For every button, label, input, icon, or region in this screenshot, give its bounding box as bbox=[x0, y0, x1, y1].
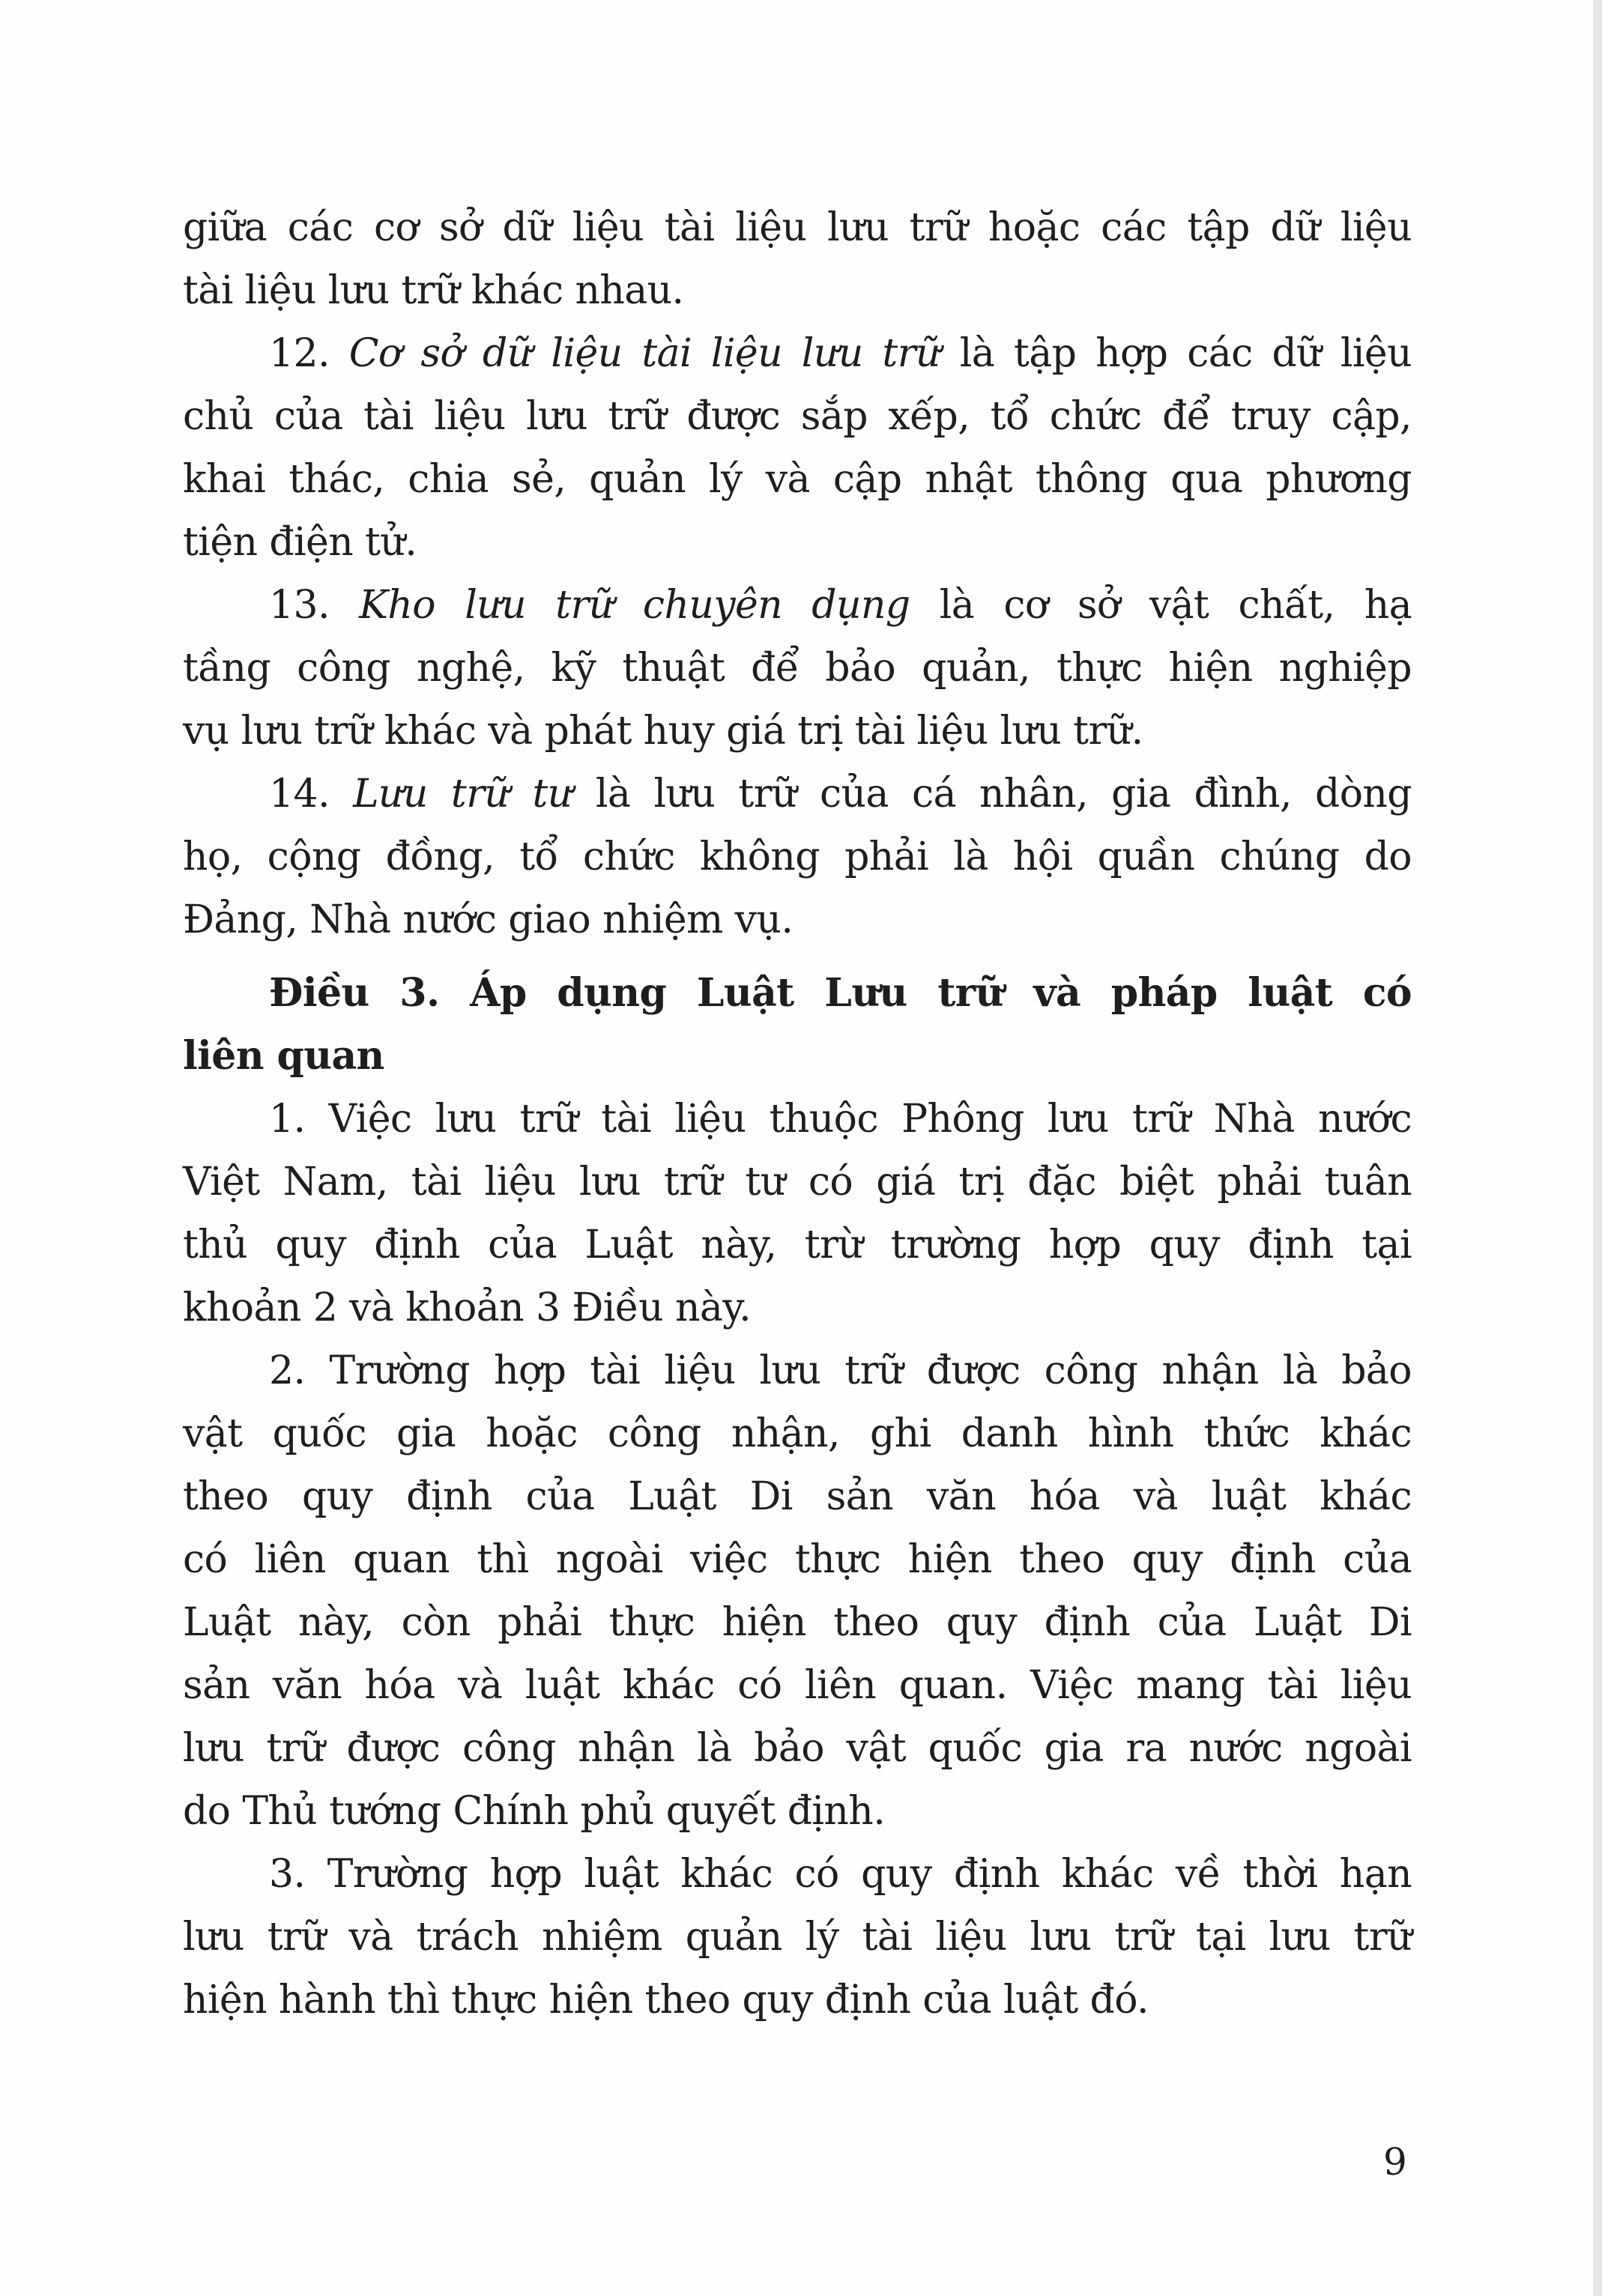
text-line bbox=[183, 763, 1412, 826]
text-line: 2. Trường hợp tài liệu lưu trữ được công nhận là bảo bbox=[269, 1348, 1412, 1393]
definition-text: là lưu trữ của cá nhân, gia đình, dòng bbox=[595, 772, 1412, 817]
text-line: vụ lưu trữ khác và phát huy giá trị tài liệu lưu trữ. bbox=[183, 709, 1143, 754]
text-line: giữa các cơ sở dữ liệu tài liệu lưu trữ hoặc các tập dữ liệu bbox=[183, 205, 1412, 250]
defined-term: Cơ sở dữ liệu tài liệu lưu trữ bbox=[348, 331, 940, 376]
body-text bbox=[183, 196, 1412, 2032]
text-line bbox=[183, 322, 1412, 385]
definition-item-12 bbox=[183, 322, 1412, 574]
text-line: khai thác, chia sẻ, quản lý và cập nhật thông qua phương bbox=[183, 457, 1412, 502]
heading-line: Điều 3. Áp dụng Luật Lưu trữ và pháp luật có bbox=[269, 970, 1412, 1016]
text-line: họ, cộng đồng, tổ chức không phải là hội quần chúng do bbox=[183, 835, 1412, 879]
defined-term: Lưu trữ tư bbox=[353, 772, 572, 817]
text-line: sản văn hóa và luật khác có liên quan. Việc mang tài liệu bbox=[183, 1663, 1412, 1708]
text-line: tiện điện tử. bbox=[183, 520, 417, 565]
article-clause-1 bbox=[183, 1088, 1412, 1339]
page-number: 9 bbox=[1383, 2140, 1407, 2184]
item-number: 12. bbox=[269, 331, 330, 376]
defined-term: Kho lưu trữ chuyên dụng bbox=[359, 583, 910, 628]
text-line: 3. Trường hợp luật khác có quy định khác về thời hạn bbox=[269, 1852, 1412, 1897]
definition-item-14 bbox=[183, 763, 1412, 951]
heading-line: liên quan bbox=[183, 1033, 384, 1079]
article-clause-2 bbox=[183, 1339, 1412, 1843]
definition-text: là cơ sở vật chất, hạ bbox=[939, 583, 1412, 628]
text-line: do Thủ tướng Chính phủ quyết định. bbox=[183, 1789, 886, 1834]
article-heading bbox=[183, 962, 1412, 1088]
text-line: tài liệu lưu trữ khác nhau. bbox=[183, 268, 684, 313]
text-line bbox=[183, 574, 1412, 637]
text-line: Luật này, còn phải thực hiện theo quy định của Luật Di bbox=[183, 1600, 1412, 1645]
text-line: chủ của tài liệu lưu trữ được sắp xếp, tổ chức để truy cập, bbox=[183, 394, 1412, 439]
item-number: 13. bbox=[269, 583, 330, 628]
article-clause-3 bbox=[183, 1843, 1412, 2032]
definition-item-13 bbox=[183, 574, 1412, 763]
text-line: hiện hành thì thực hiện theo quy định của luật đó. bbox=[183, 1978, 1149, 2023]
text-line: 1. Việc lưu trữ tài liệu thuộc Phông lưu trữ Nhà nước bbox=[269, 1097, 1412, 1142]
text-line: vật quốc gia hoặc công nhận, ghi danh hình thức khác bbox=[183, 1411, 1412, 1456]
text-line: thủ quy định của Luật này, trừ trường hợp quy định tại bbox=[183, 1223, 1412, 1267]
text-line: lưu trữ và trách nhiệm quản lý tài liệu lưu trữ tại lưu trữ bbox=[183, 1915, 1412, 1960]
paragraph-continuation bbox=[183, 196, 1412, 322]
text-line: tầng công nghệ, kỹ thuật để bảo quản, thực hiện nghiệp bbox=[183, 646, 1412, 691]
text-line: Đảng, Nhà nước giao nhiệm vụ. bbox=[183, 897, 794, 942]
text-line: khoản 2 và khoản 3 Điều này. bbox=[183, 1285, 752, 1330]
text-line: có liên quan thì ngoài việc thực hiện theo quy định của bbox=[183, 1537, 1412, 1582]
text-line: lưu trữ được công nhận là bảo vật quốc gia ra nước ngoài bbox=[183, 1726, 1412, 1771]
item-number: 14. bbox=[269, 772, 330, 817]
text-line: theo quy định của Luật Di sản văn hóa và luật khác bbox=[183, 1474, 1412, 1519]
text-line: Việt Nam, tài liệu lưu trữ tư có giá trị đặc biệt phải tuân bbox=[183, 1160, 1412, 1205]
definition-text: là tập hợp các dữ liệu bbox=[959, 331, 1412, 376]
page-edge bbox=[1593, 0, 1602, 2296]
